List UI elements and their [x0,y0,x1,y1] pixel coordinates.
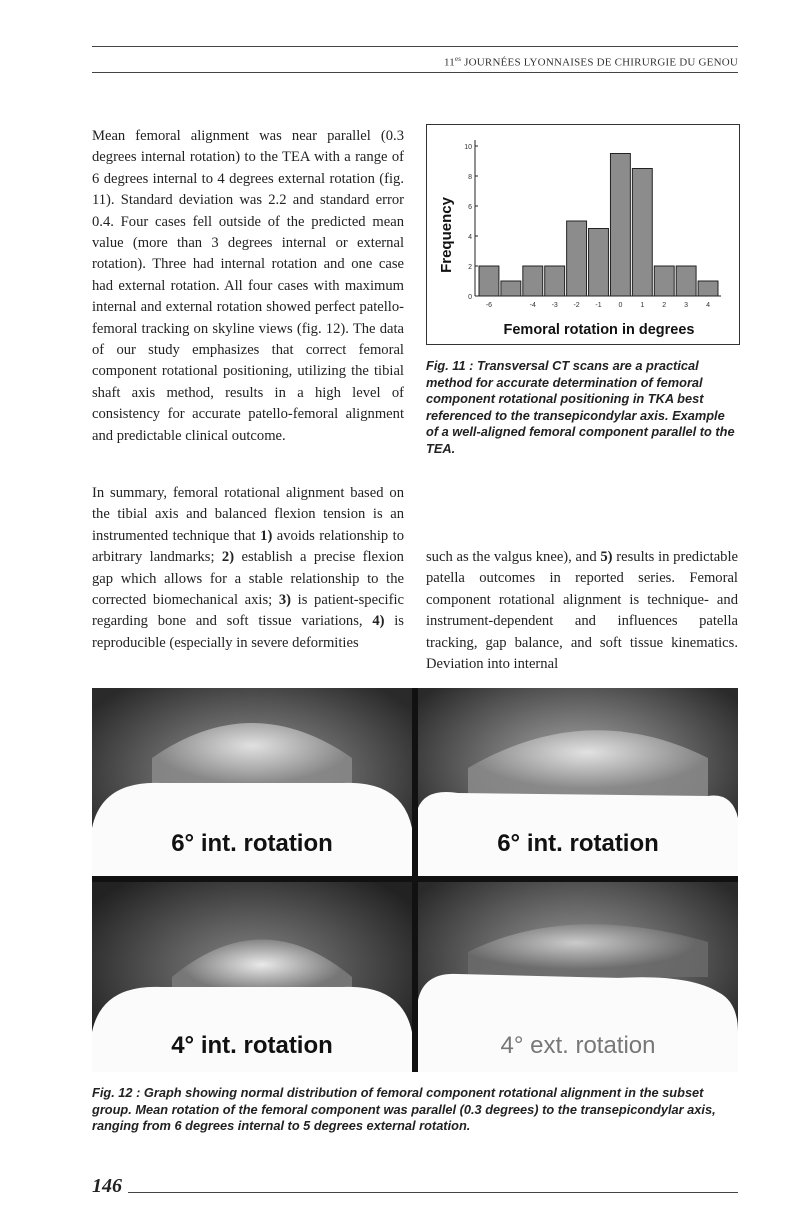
x-axis-label: Femoral rotation in degrees [503,322,695,338]
rotation-label: 4° int. rotation [171,1032,333,1059]
skyline-photo-top-right [418,688,738,876]
text-run: results in predictable patella outcomes in reported series. Femoral component rotational alignment is technique- and instrument-dependent and influences patella tracking, gap balance, and soft tissue kinematics. Deviation into internal [426,549,738,673]
list-number: 3) [278,592,292,609]
page-number: 146 [92,1175,122,1197]
list-number: 4) [372,613,385,630]
list-number: 1) [260,527,273,544]
y-tick-label: 10 [464,144,472,151]
x-tick-label: -1 [595,302,602,309]
footer-rule [128,1192,738,1193]
x-tick-label: 3 [684,302,689,309]
histogram-bar [523,266,543,296]
left-column-paragraph-2 [92,483,404,654]
running-header [300,55,738,69]
right-column-paragraph [426,547,738,675]
text-run: such as the valgus knee), and [426,549,601,565]
text-run: is patient-specific regarding bone and soft tissue variations, [92,592,404,630]
skyline-photo-bottom-right [418,882,738,1072]
list-number: 5) [600,549,613,565]
y-tick-label: 0 [468,294,472,301]
frequency-histogram [427,125,739,344]
skyline-photo-top-left [92,688,412,876]
fig11-caption: Fig. 11 : Transversal CT scans are a practical method for accurate determination of femoral component rotational positioning in TKA best referenced to the transepicondylar axis. Example of a well-aligned femoral component parallel to the TEA. [426,358,735,456]
x-tick-label: -3 [551,302,558,309]
y-tick-label: 6 [468,204,472,211]
rotation-label: 6° int. rotation [171,830,333,857]
text-run: is reproducible (especially in severe deformities [92,613,404,651]
y-tick-label: 8 [468,174,472,181]
x-tick-label: 0 [618,302,623,309]
histogram-bar [589,229,609,297]
text-run: establish a precise flexion gap which allows for a stable relationship to the corrected biomechanical axis; [92,549,404,609]
histogram-bar [545,266,565,296]
paragraph-text [92,483,404,654]
plot-area [464,140,721,309]
histogram-bar [501,281,521,296]
x-tick-label: -2 [573,302,580,309]
fig12-caption: Fig. 12 : Graph showing normal distribution of femoral component rotational alignment in the subset group. Mean rotation of the femoral component was parallel (0.3 degrees) to the transepicondylar axis, ranging from 6 degrees internal to 5 degrees external rotation. [92,1085,716,1133]
histogram-bar [698,281,718,296]
header-ordinal: 11 [443,56,455,69]
histogram-bar [610,154,630,297]
x-tick-label: 1 [640,302,645,309]
histogram-bar [567,221,587,296]
skyline-photo-bottom-left [92,882,412,1072]
x-tick-label: -4 [529,302,536,309]
y-axis-label: Frequency [438,197,455,273]
paragraph-text [426,547,738,675]
fig12-skyline-views [92,688,738,1072]
fig11-chart-frame [426,124,740,345]
rotation-label: 6° int. rotation [497,830,659,857]
left-column-paragraph-1 [92,126,404,447]
y-tick-label: 2 [468,264,472,271]
top-rule [92,46,738,47]
header-ordinal-suffix: es [454,55,462,63]
x-tick-label: 2 [662,302,667,309]
header-title: JOURNÉES LYONNAISES DE CHIRURGIE DU GENOU [464,56,738,69]
histogram-bar [479,266,499,296]
histogram-bar [632,169,652,297]
x-tick-label: -6 [485,302,493,309]
histogram-bar [654,266,674,296]
rotation-label: 4° ext. rotation [500,1032,656,1059]
list-number: 2) [221,549,235,566]
y-tick-label: 4 [468,234,472,241]
header-rule [92,72,738,73]
text-run: avoids relationship to arbitrary landmarks; [92,527,404,566]
text-run: In summary, femoral rotational alignment based on the tibial axis and balanced flexion tension is an instrumented technique that [92,485,404,544]
histogram-bar [676,266,696,296]
paragraph-text: Mean femoral alignment was near parallel (0.3 degrees internal rotation) to the TEA with a range of 6 degrees internal to 4 degrees external rotation (fig. 11). Standard deviation was 2.2 and standard error 0.4. Four cases fell outside of the predicted mean value (more than 3 degrees internal or external rotation). Three had internal rotation and one case had external rotation. All four cases with maximum internal and external rotation showed perfect patello-femoral tracking on skyline views (fig. 12). The data of our study emphasizes that correct femoral component rotational positioning, utilizing the tibial shaft axis method, results in a high level of consistency for accurate patello-femoral alignment and predictable clinical outcome. [92,128,404,444]
x-tick-label: 4 [706,302,710,309]
